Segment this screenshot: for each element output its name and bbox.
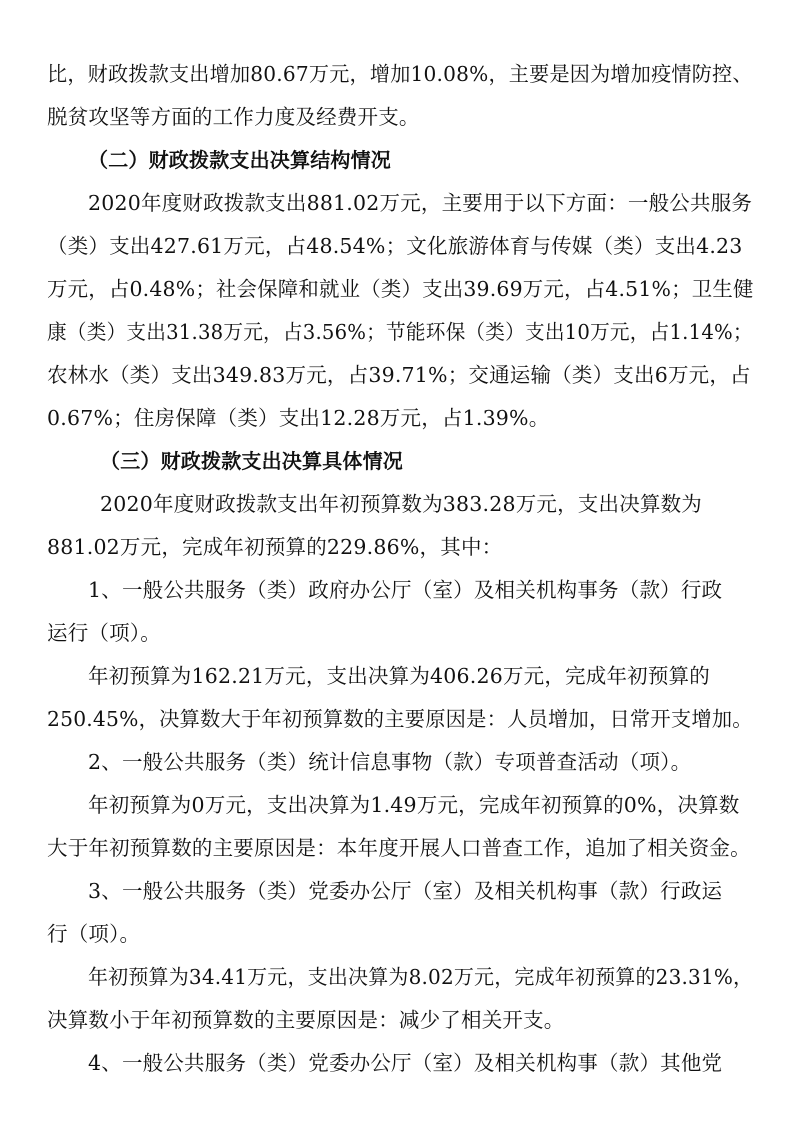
paragraph-line: 年初预算为162.21万元，支出决算为406.26万元，完成年初预算的 (88, 664, 710, 688)
section-heading: （三）财政拨款支出决算具体情况 (100, 449, 403, 473)
section-heading: （二）财政拨款支出决算结构情况 (88, 148, 391, 172)
list-item-heading: 2、一般公共服务（类）统计信息事物（款）专项普查活动（项）。 (88, 750, 692, 774)
paragraph-line: 2020年度财政拨款支出年初预算数为383.28万元，支出决算数为 (100, 492, 702, 516)
paragraph-line: 运行（项）。 (47, 621, 161, 645)
paragraph-line: 比，财政拨款支出增加80.67万元，增加10.08%，主要是因为增加疫情防控、 (47, 62, 753, 86)
paragraph-line: 决算数小于年初预算数的主要原因是：减少了相关开支。 (47, 1008, 565, 1032)
paragraph-line: 康（类）支出31.38万元，占3.56%；节能环保（类）支出10万元，占1.14%； (47, 320, 753, 344)
paragraph-line: 2020年度财政拨款支出881.02万元，主要用于以下方面：一般公共服务 (88, 191, 753, 215)
paragraph-line: 年初预算为0万元，支出决算为1.49万元，完成年初预算的0%，决算数 (88, 793, 740, 817)
paragraph-line: 年初预算为34.41万元，支出决算为8.02万元，完成年初预算的23.31%， (88, 965, 754, 989)
paragraph-line: 脱贫攻坚等方面的工作力度及经费开支。 (47, 105, 420, 129)
list-item-heading: 3、一般公共服务（类）党委办公厅（室）及相关机构事（款）行政运 (88, 879, 723, 903)
paragraph-line: （类）支出427.61万元，占48.54%；文化旅游体育与传媒（类）支出4.23 (47, 234, 743, 258)
paragraph-line: 250.45%，决算数大于年初预算数的主要原因是：人员增加，日常开支增加。 (47, 707, 753, 731)
paragraph-line: 万元，占0.48%；社会保障和就业（类）支出39.69万元，占4.51%；卫生健 (47, 277, 754, 301)
paragraph-line: 行（项）。 (47, 922, 141, 946)
list-item-heading: 4、一般公共服务（类）党委办公厅（室）及相关机构事（款）其他党 (88, 1051, 723, 1075)
list-item-heading: 1、一般公共服务（类）政府办公厅（室）及相关机构事务（款）行政 (88, 578, 723, 602)
paragraph-line: 大于年初预算数的主要原因是：本年度开展人口普查工作，追加了相关资金。 (47, 836, 751, 860)
paragraph-line: 881.02万元，完成年初预算的229.86%，其中： (47, 535, 503, 559)
paragraph-line: 0.67%；住房保障（类）支出12.28万元，占1.39%。 (47, 406, 550, 430)
paragraph-line: 农林水（类）支出349.83万元，占39.71%；交通运输（类）支出6万元，占 (47, 363, 751, 387)
